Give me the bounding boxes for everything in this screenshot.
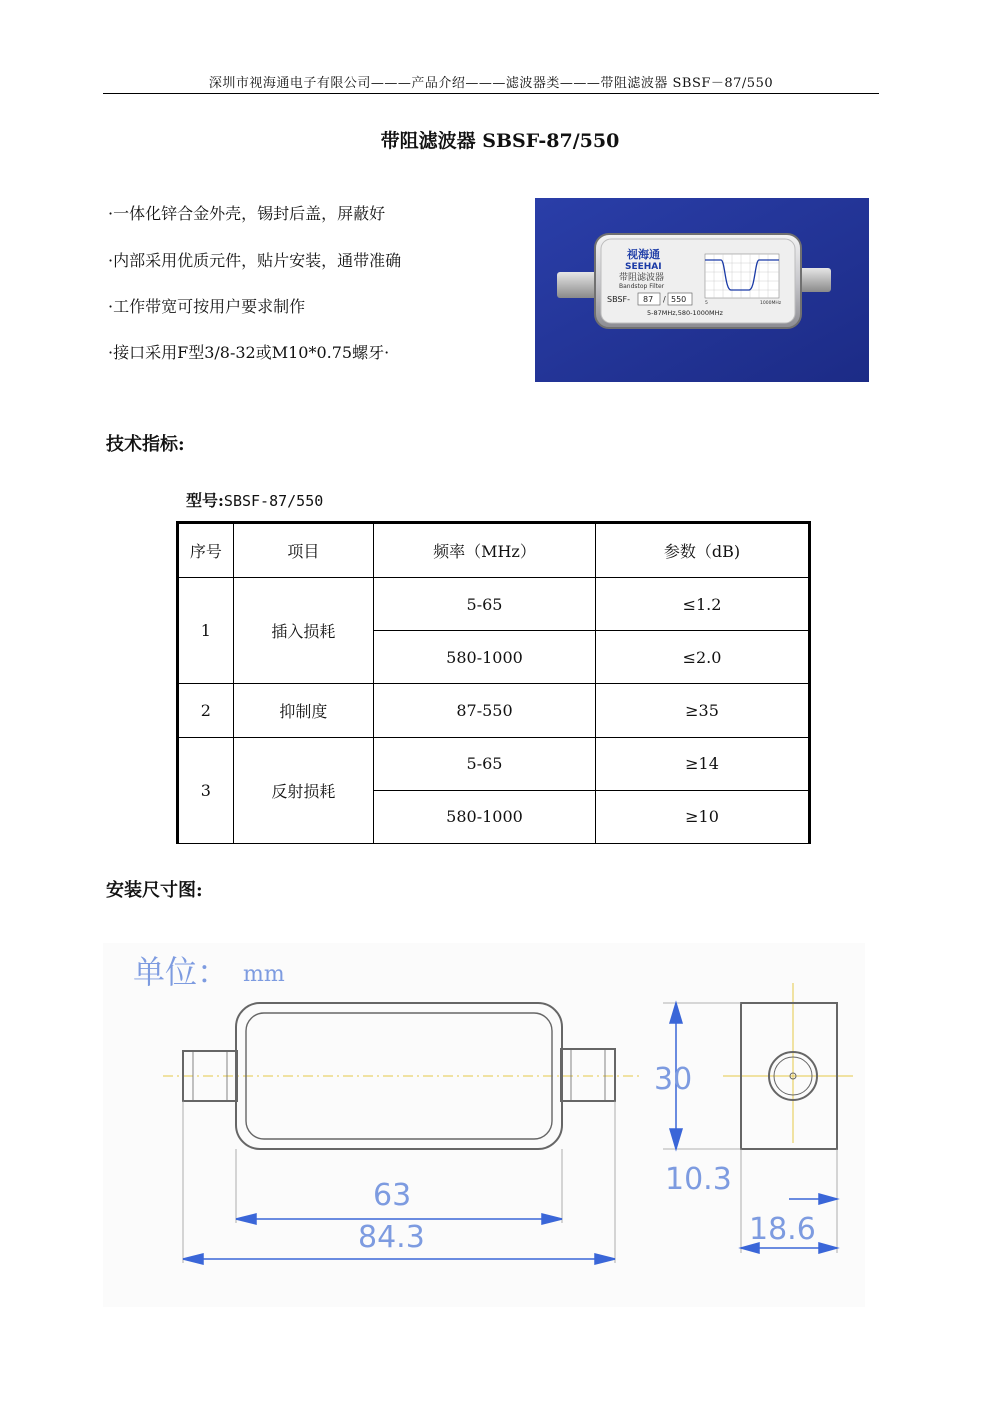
product-photo (535, 198, 869, 382)
table-row (178, 737, 810, 790)
dim-total-label: 84.3 (358, 1220, 425, 1255)
header-rule (103, 93, 879, 94)
table-row (178, 578, 810, 631)
install-heading: 安装尺寸图: (106, 880, 203, 901)
model-label: 型号: (186, 491, 224, 510)
feature-item: ·内部采用优质元件，贴片安装，通带准确 (108, 251, 402, 270)
row-item: 抑制度 (233, 684, 373, 737)
row-freq: 580-1000 (373, 631, 595, 684)
svg-text:/: / (663, 295, 666, 304)
row-number: 1 (178, 578, 234, 684)
photo-response-graph (705, 254, 782, 306)
dim-side-width-label: 18.6 (749, 1212, 816, 1247)
header-cell: 序号 (178, 523, 234, 578)
dim-height-label: 30 (654, 1062, 693, 1097)
photo-graph-left: 5 (705, 301, 708, 306)
row-number: 2 (178, 684, 234, 737)
photo-brand-en: SEEHAI (625, 262, 662, 272)
document-title: 带阻滤波器 SBSF-87/550 (380, 130, 620, 152)
photo-model-a: 87 (643, 295, 654, 304)
feature-item: ·接口采用F型3/8-32或M10*0.75螺牙· (108, 343, 390, 362)
model-value: SBSF-87/550 (223, 492, 324, 510)
row-param: ≤2.0 (596, 631, 810, 684)
feature-item: ·一体化锌合金外壳，锡封后盖，屏蔽好 (108, 204, 386, 223)
row-number: 3 (178, 737, 234, 843)
row-param: ≥35 (596, 684, 810, 737)
feature-item: ·工作带宽可按用户要求制作 (108, 297, 306, 316)
photo-freq: 5-87MHz,580-1000MHz (647, 309, 723, 317)
table-row (178, 684, 810, 737)
row-freq: 580-1000 (373, 790, 595, 843)
dimension-drawing (103, 943, 865, 1307)
row-param: ≥10 (596, 790, 810, 843)
photo-graph-right: 1000MHz (760, 301, 782, 306)
row-freq: 5-65 (373, 737, 595, 790)
header-cell: 项目 (233, 523, 373, 578)
row-param: ≥14 (596, 737, 810, 790)
row-freq: 5-65 (373, 578, 595, 631)
row-freq: 87-550 (373, 684, 595, 737)
page-header: 深圳市视海通电子有限公司———产品介绍———滤波器类———带阻滤波器 SBSF－87/550 (208, 76, 774, 91)
header-cell: 参数（dB) (596, 523, 810, 578)
row-param: ≤1.2 (596, 578, 810, 631)
row-item: 插入损耗 (233, 578, 373, 684)
model-line (186, 488, 323, 511)
specs-heading: 技术指标: (106, 434, 185, 455)
photo-model-prefix: SBSF- (607, 295, 630, 304)
header-cell: 频率（MHz） (373, 523, 595, 578)
row-item: 反射损耗 (233, 737, 373, 843)
photo-model-b: 550 (671, 295, 687, 304)
photo-name-en: Bandstop Filter (619, 283, 665, 290)
photo-name-cn: 带阻滤波器 (619, 273, 665, 283)
photo-brand-cn: 视海通 (627, 248, 660, 261)
table-header-row (178, 523, 810, 578)
unit-label: 单位： (133, 953, 230, 991)
unit-value: mm (243, 962, 285, 987)
dim-body-label: 63 (373, 1178, 412, 1213)
dim-side-top-label: 10.3 (665, 1162, 732, 1197)
spec-table (176, 521, 811, 844)
